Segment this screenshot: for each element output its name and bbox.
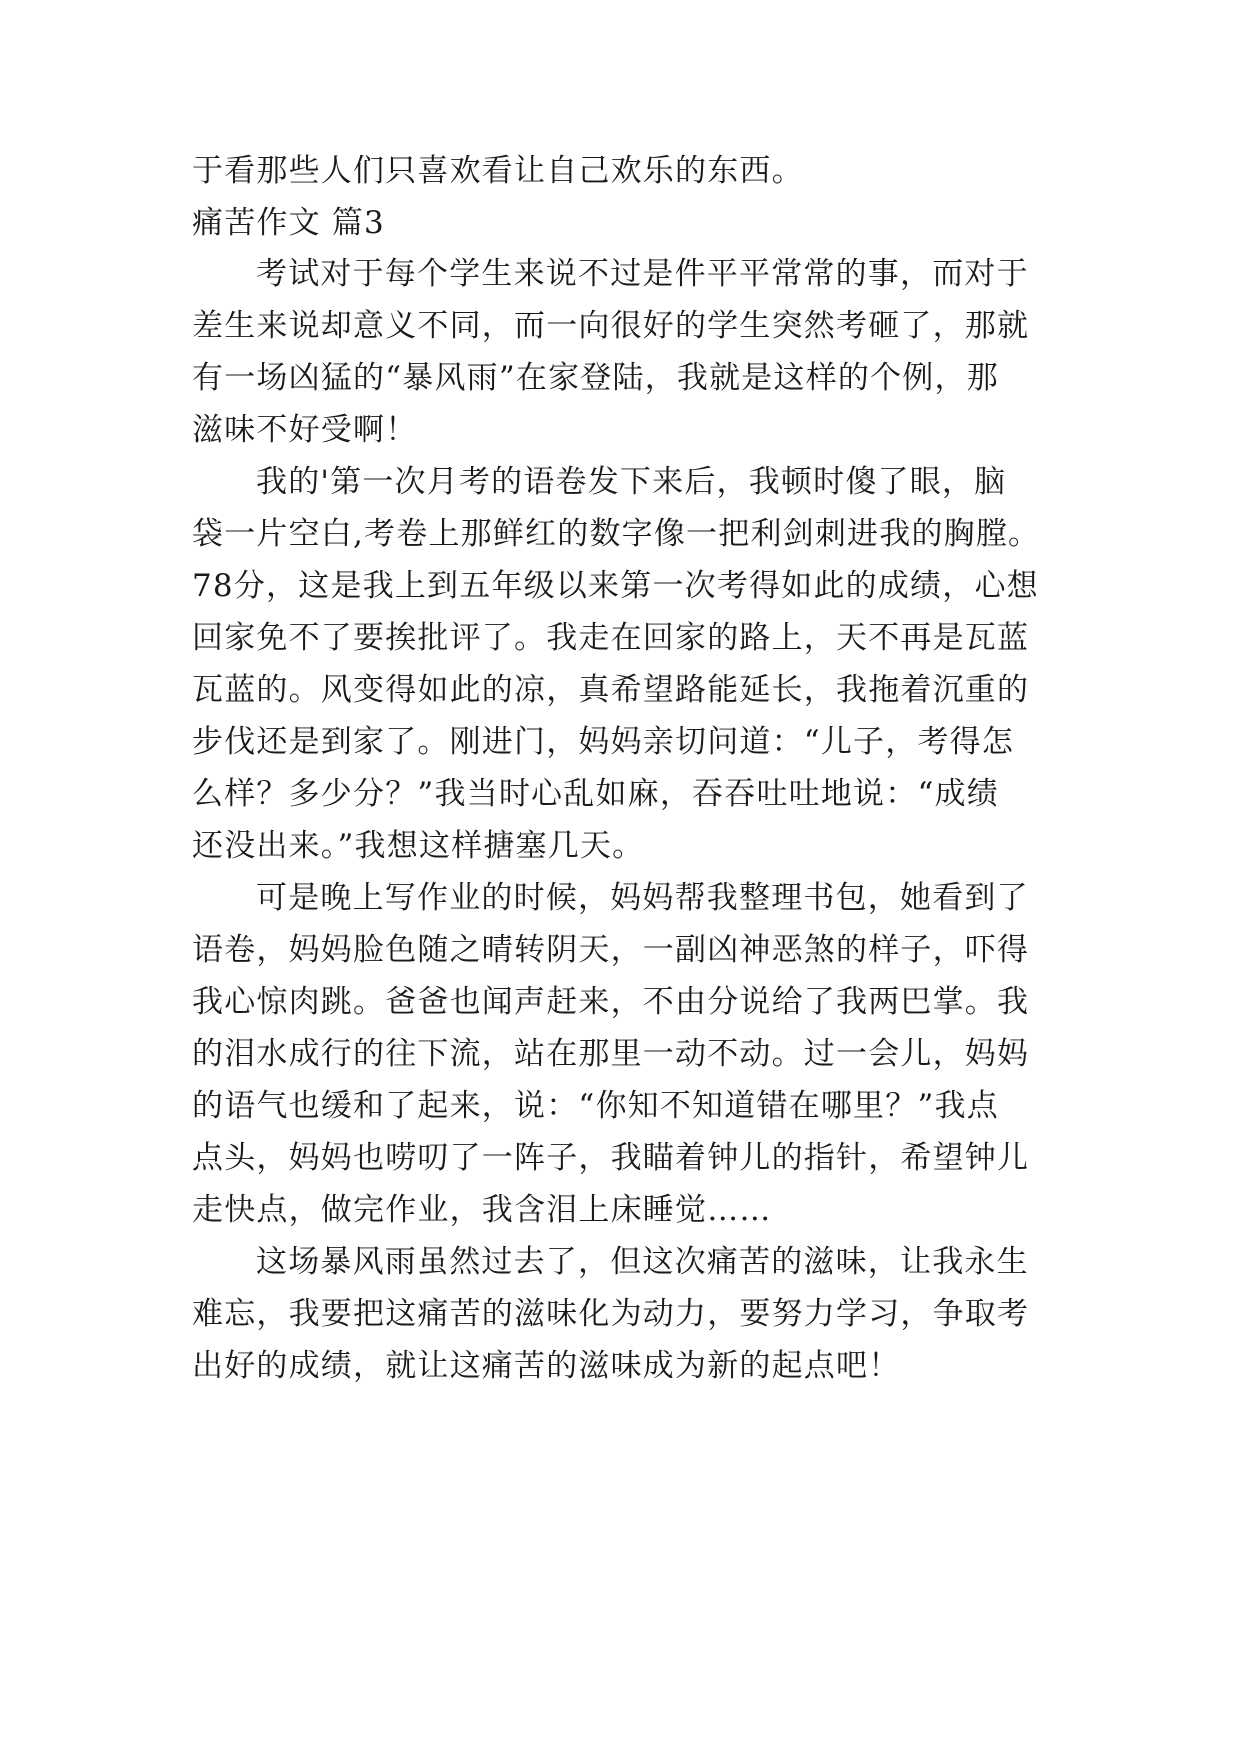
text-line: 点头，妈妈也唠叨了一阵子，我瞄着钟儿的指针，希望钟儿	[192, 1140, 1030, 1176]
text-line: 于看那些人们只喜欢看让自己欢乐的东西。	[192, 153, 804, 189]
text-line: 滋味不好受啊！	[192, 412, 418, 448]
section-heading: 痛苦作文 篇3	[192, 205, 385, 241]
text-line: 回家免不了要挨批评了。我走在回家的路上，天不再是瓦蓝	[192, 620, 1030, 656]
text-line: 难忘，我要把这痛苦的滋味化为动力，要努力学习，争取考	[192, 1296, 1030, 1332]
text-line: 我心惊肉跳。爸爸也闻声赶来，不由分说给了我两巴掌。我	[192, 984, 1030, 1020]
text-line: 出好的成绩，就让这痛苦的滋味成为新的起点吧！	[192, 1348, 901, 1384]
text-line: 这场暴风雨虽然过去了，但这次痛苦的滋味，让我永生	[256, 1244, 1029, 1280]
text-line: 78分，这是我上到五年级以来第一次考得如此的成绩，心想	[192, 568, 1039, 604]
text-line: 差生来说却意义不同，而一向很好的学生突然考砸了，那就	[192, 308, 1030, 344]
text-line: 考试对于每个学生来说不过是件平平常常的事，而对于	[256, 256, 1029, 292]
text-line: 的语气也缓和了起来，说：“你知不知道错在哪里？”我点	[192, 1088, 999, 1124]
text-line: 可是晚上写作业的时候，妈妈帮我整理书包，她看到了	[256, 880, 1029, 916]
text-line: 瓦蓝的。风变得如此的凉，真希望路能延长，我拖着沉重的	[192, 672, 1030, 708]
text-line: 还没出来。”我想这样搪塞几天。	[192, 828, 645, 864]
text-line: 么样？多少分？”我当时心乱如麻，吞吞吐吐地说：“成绩	[192, 776, 999, 812]
text-line: 有一场凶猛的“暴风雨”在家登陆，我就是这样的个例，那	[192, 360, 999, 396]
text-line: 的泪水成行的往下流，站在那里一动不动。过一会儿，妈妈	[192, 1036, 1030, 1072]
text-line: 我的'第一次月考的语卷发下来后，我顿时傻了眼，脑	[256, 464, 1007, 500]
text-line: 步伐还是到家了。刚进门，妈妈亲切问道：“儿子，考得怎	[192, 724, 1015, 760]
text-line: 语卷，妈妈脸色随之晴转阴天，一副凶神恶煞的样子，吓得	[192, 932, 1030, 968]
text-line: 走快点，做完作业，我含泪上床睡觉……	[192, 1192, 772, 1228]
text-line: 袋一片空白,考卷上那鲜红的数字像一把利剑刺进我的胸膛。	[192, 516, 1041, 552]
